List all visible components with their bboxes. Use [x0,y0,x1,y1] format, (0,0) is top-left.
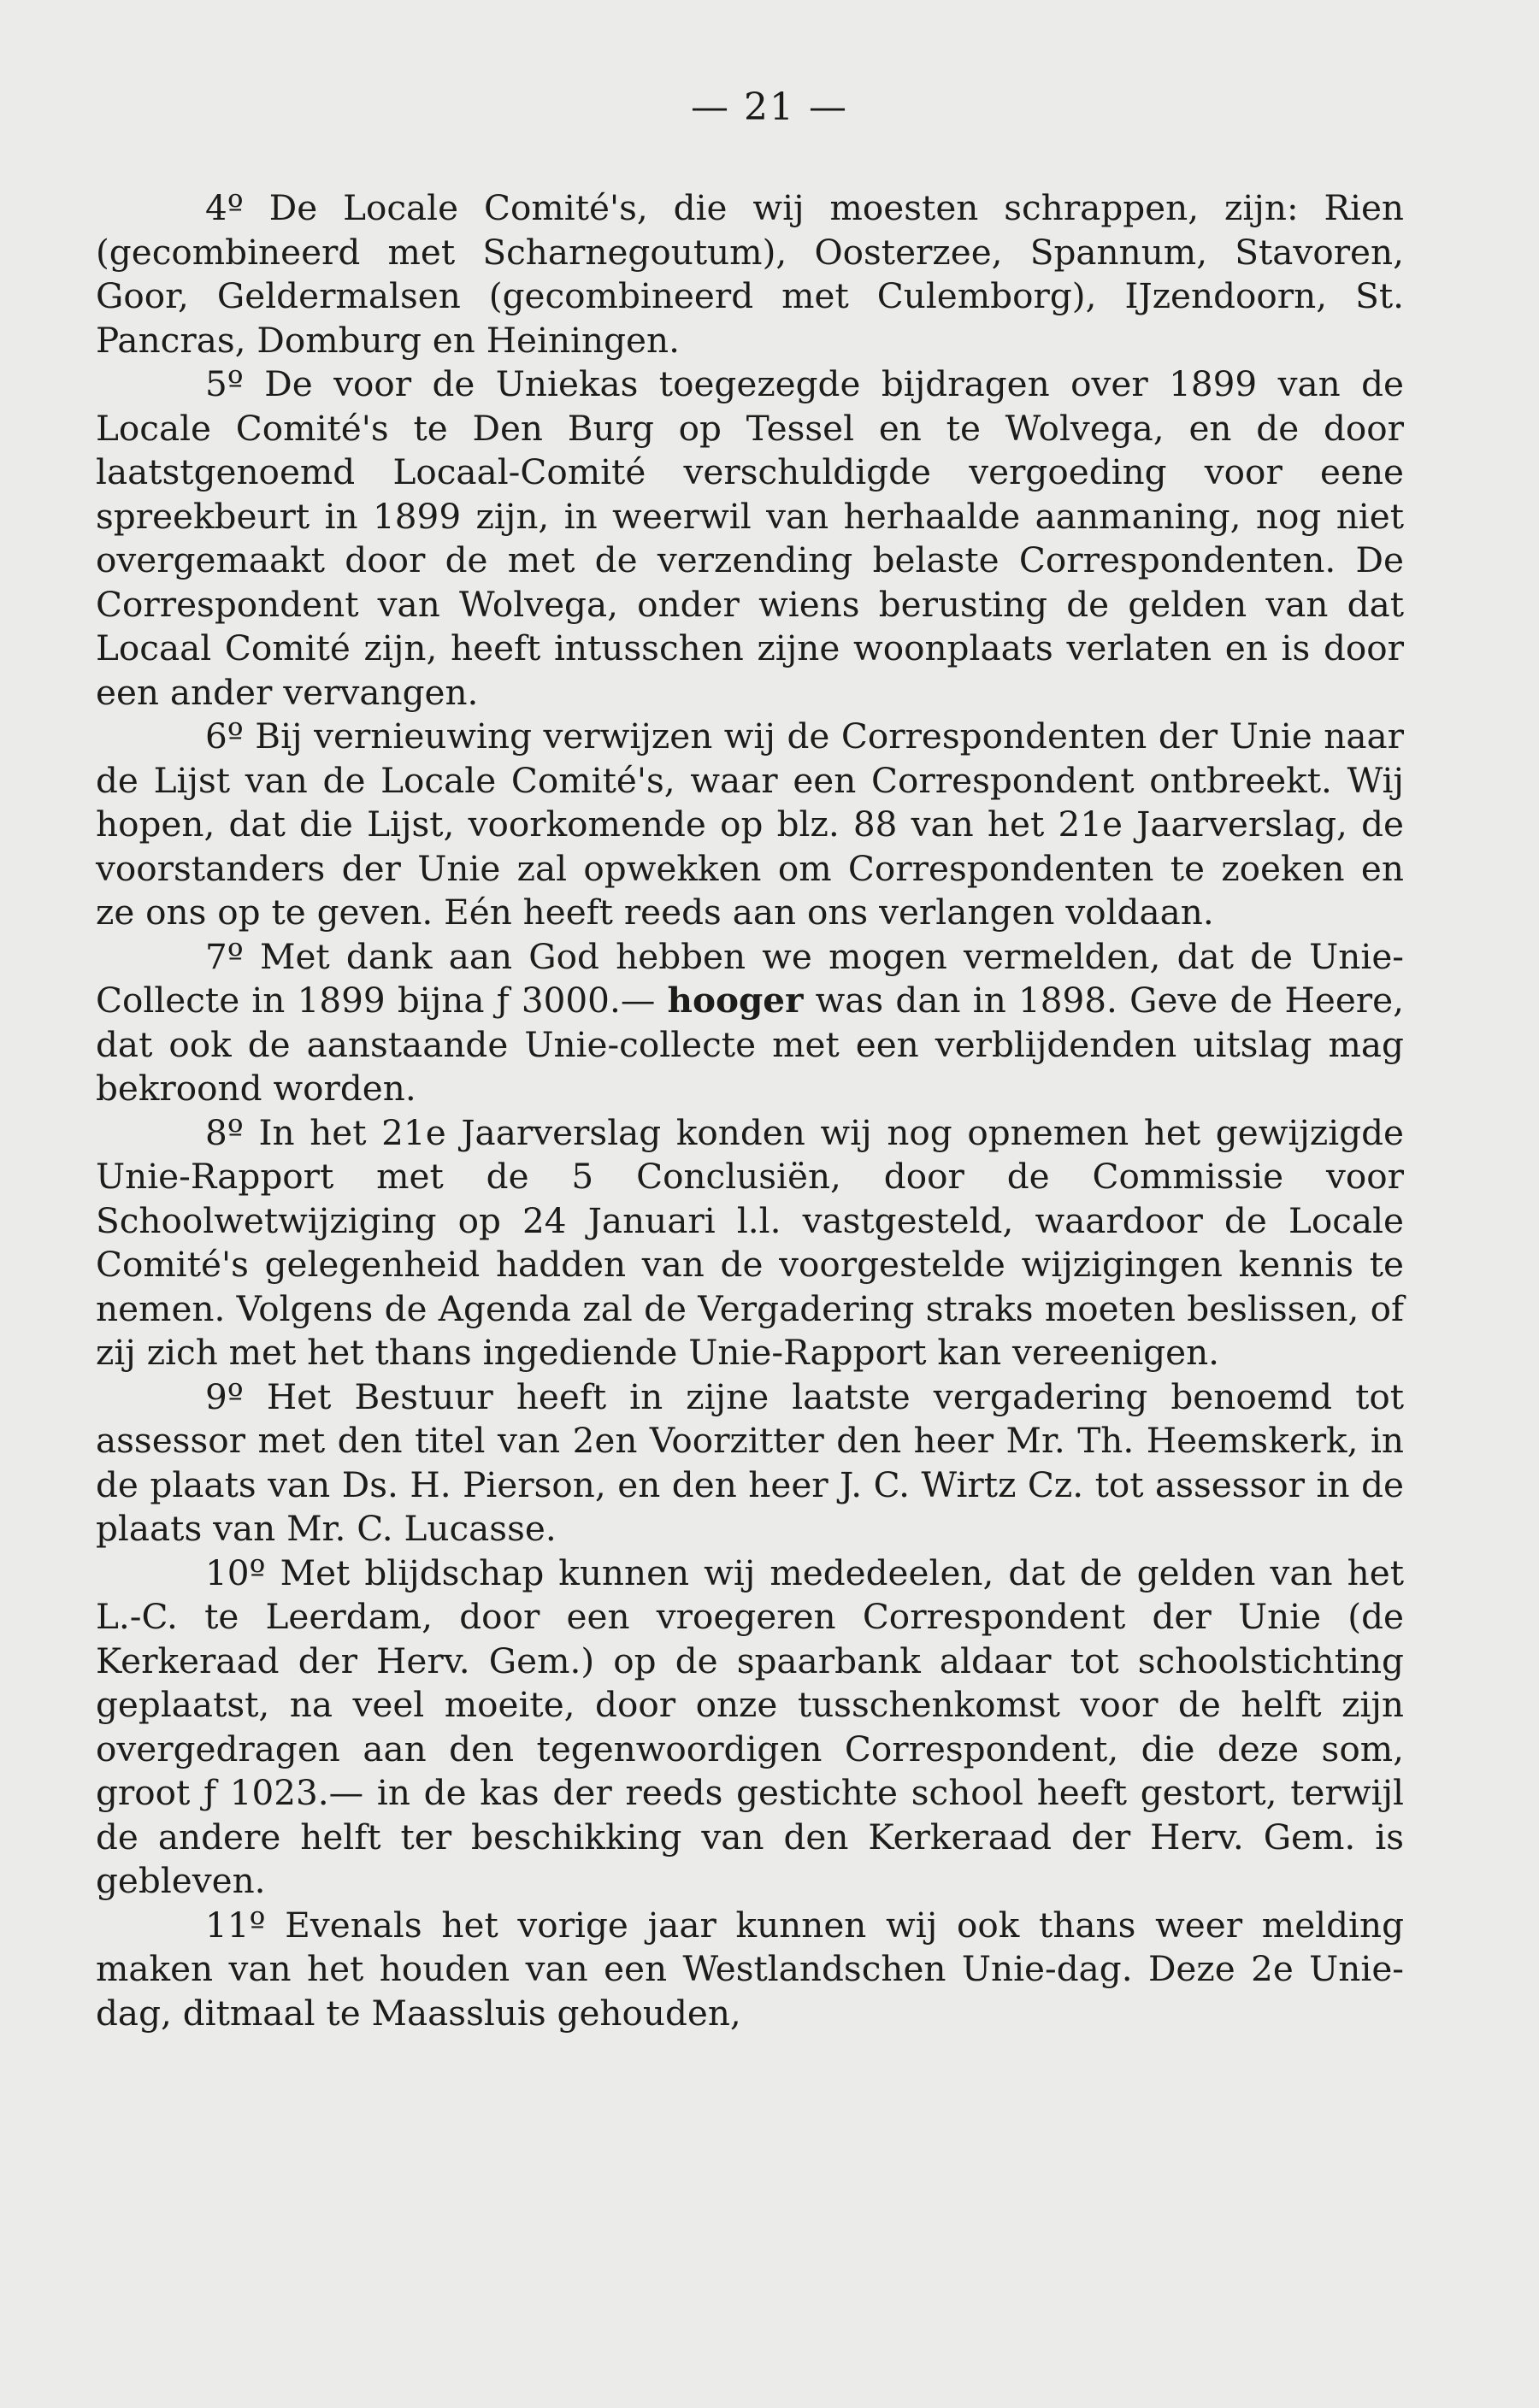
paragraph-11: 11º Evenals het vorige jaar kunnen wij ook thans weer melding maken van het houden van een Westlandschen Unie-dag. Deze 2e Unie-dag, ditmaal te Maassluis gehouden, [96,1904,1404,2034]
body-text [96,186,1404,2035]
paragraph-10: 10º Met blijdschap kunnen wij mededeelen, dat de gelden van het L.-C. te Leerdam, door een vroegeren Correspondent der Unie (de Kerkeraad der Herv. Gem.) op de spaarbank aldaar tot schoolstichting geplaatst, na veel moeite, door onze tusschenkomst voor de helft zijn overgedragen aan den tegenwoordigen Correspondent, die deze som, groot ƒ 1023.— in de kas der reeds gestichte school heeft gestort, terwijl de andere helft ter beschikking van den Kerkeraad der Herv. Gem. is gebleven. [96,1551,1404,1901]
paragraph-7-start: 7º Met dank aan God hebben we mogen vermelden, dat de Unie-Collecte in 1899 bijna ƒ 3000.— [96,935,1404,1021]
paragraph-7-bold: hooger [667,980,804,1021]
paragraph-7-end: was dan in 1898. Geve de Heere, dat ook de aanstaande Unie-collecte met een verblijdenden uitslag mag bekroond worden. [96,980,1404,1109]
paragraph-9: 9º Het Bestuur heeft in zijne laatste vergadering benoemd tot assessor met den titel van 2en Voorzitter den heer Mr. Th. Heemskerk, in de plaats van Ds. H. Pierson, en den heer J. C. Wirtz Cz. tot assessor in de plaats van Mr. C. Lucasse. [96,1375,1404,1549]
paragraph-6: 6º Bij vernieuwing verwijzen wij de Correspondenten der Unie naar de Lijst van de Locale Comité's, waar een Correspondent ontbreekt. Wij hopen, dat die Lijst, voorkomende op blz. 88 van het 21e Jaarverslag, de voorstanders der Unie zal opwekken om Correspondenten te zoeken en ze ons op te geven. Eén heeft reeds aan ons verlangen voldaan. [96,715,1404,933]
page-number: — 21 — [691,85,848,129]
paragraph-8: 8º In het 21e Jaarverslag konden wij nog opnemen het gewijzigde Unie-Rapport met de 5 Conclusiën, door de Commissie voor Schoolwetwijziging op 24 Januari l.l. vastgesteld, waardoor de Locale Comité's gelegenheid hadden van de voorgestelde wijzigingen kennis te nemen. Volgens de Agenda zal de Vergadering straks moeten beslissen, of zij zich met het thans ingediende Unie-Rapport kan vereenigen. [96,1111,1404,1373]
paragraph-4: 4º De Locale Comité's, die wij moesten schrappen, zijn: Rien (gecombineerd met Scharnegoutum), Oosterzee, Spannum, Stavoren, Goor, Geldermalsen (gecombineerd met Culemborg), IJzendoorn, St. Pancras, Domburg en Heiningen. [96,187,1404,361]
paragraph-7 [96,935,1404,1111]
paragraph-5: 5º De voor de Uniekas toegezegde bijdragen over 1899 van de Locale Comité's te Den Burg op Tessel en te Wolvega, en de door laatstgenoemd Locaal-Comité verschuldigde vergoeding voor eene spreekbeurt in 1899 zijn, in weerwil van herhaalde aanmaning, nog niet overgemaakt door de met de verzending belaste Correspondenten. De Correspondent van Wolvega, onder wiens berusting de gelden van dat Locaal Comité zijn, heeft intusschen zijne woonplaats verlaten en is door een ander vervangen. [96,363,1404,713]
